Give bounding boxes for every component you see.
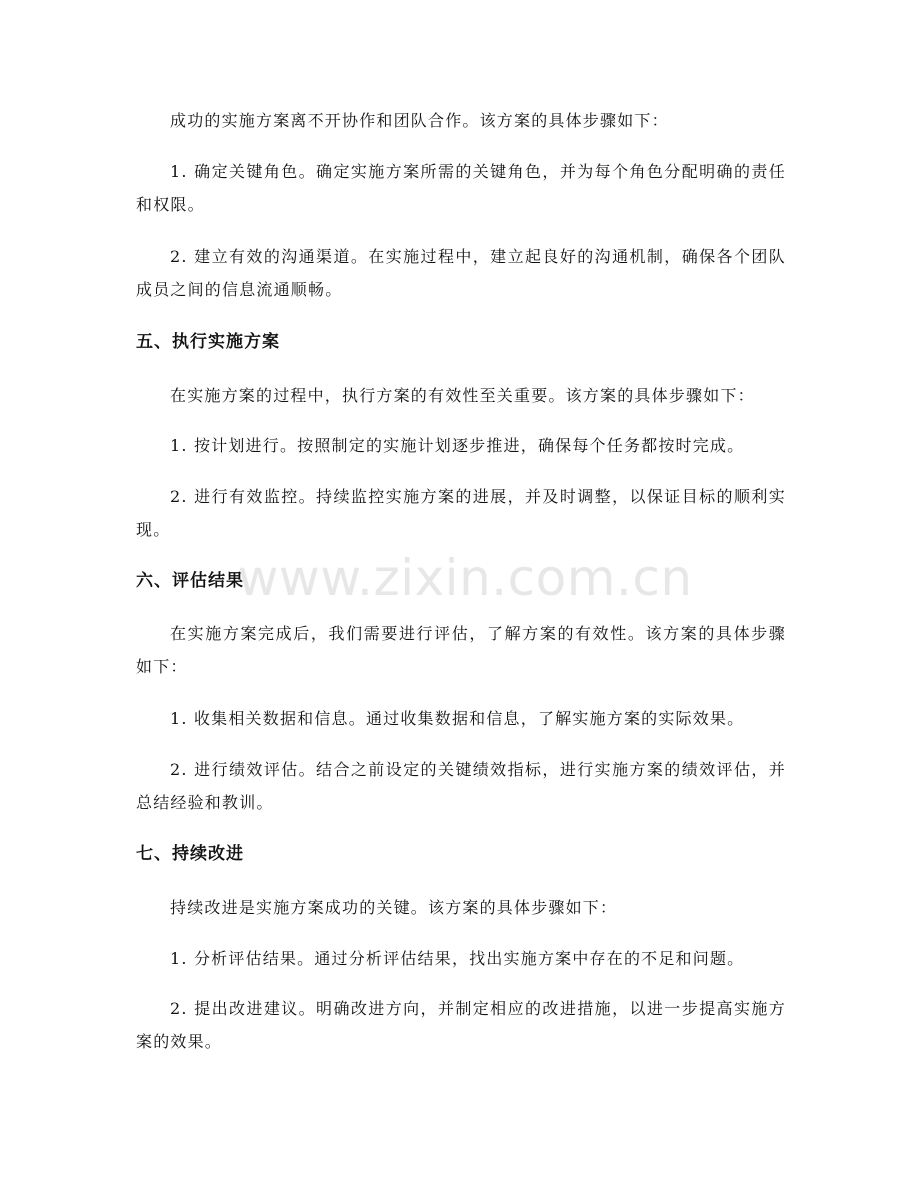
- section-heading-5: 五、执行实施方案: [136, 332, 280, 352]
- paragraph-section4-intro: 成功的实施方案离不开协作和团队合作。该方案的具体步骤如下：: [170, 111, 669, 130]
- paragraph-section7-item2: 2. 提出改进建议。明确改进方向，并制定相应的改进措施，以进一步提高实施方案的效果。: [136, 999, 786, 1051]
- watermark-text: www.zixin.com.cn: [237, 549, 693, 607]
- paragraph-section7-intro: 持续改进是实施方案成功的关键。该方案的具体步骤如下：: [170, 898, 618, 917]
- section-heading-7: 七、持续改进: [136, 844, 244, 864]
- paragraph-section5-item1: 1. 按计划进行。按照制定的实施计划逐步推进，确保每个任务都按时完成。: [170, 436, 745, 455]
- paragraph-section5-item2: 2. 进行有效监控。持续监控实施方案的进展，并及时调整，以保证目标的顺利实现。: [136, 487, 786, 539]
- paragraph-section4-item1: 1. 确定关键角色。确定实施方案所需的关键角色，并为每个角色分配明确的责任和权限。: [136, 162, 786, 214]
- section-heading-6: 六、评估结果: [136, 571, 244, 591]
- paragraph-section6-intro: 在实施方案完成后，我们需要进行评估，了解方案的有效性。该方案的具体步骤如下：: [136, 624, 786, 676]
- paragraph-section4-item2: 2. 建立有效的沟通渠道。在实施过程中，建立起良好的沟通机制，确保各个团队成员之间的信息流通顺畅。: [136, 247, 786, 299]
- paragraph-section5-intro: 在实施方案的过程中，执行方案的有效性至关重要。该方案的具体步骤如下：: [170, 386, 755, 405]
- paragraph-section6-item2: 2. 进行绩效评估。结合之前设定的关键绩效指标，进行实施方案的绩效评估，并总结经验和教训。: [136, 760, 786, 812]
- paragraph-section6-item1: 1. 收集相关数据和信息。通过收集数据和信息，了解实施方案的实际效果。: [170, 709, 745, 728]
- paragraph-section7-item1: 1. 分析评估结果。通过分析评估结果，找出实施方案中存在的不足和问题。: [170, 949, 745, 968]
